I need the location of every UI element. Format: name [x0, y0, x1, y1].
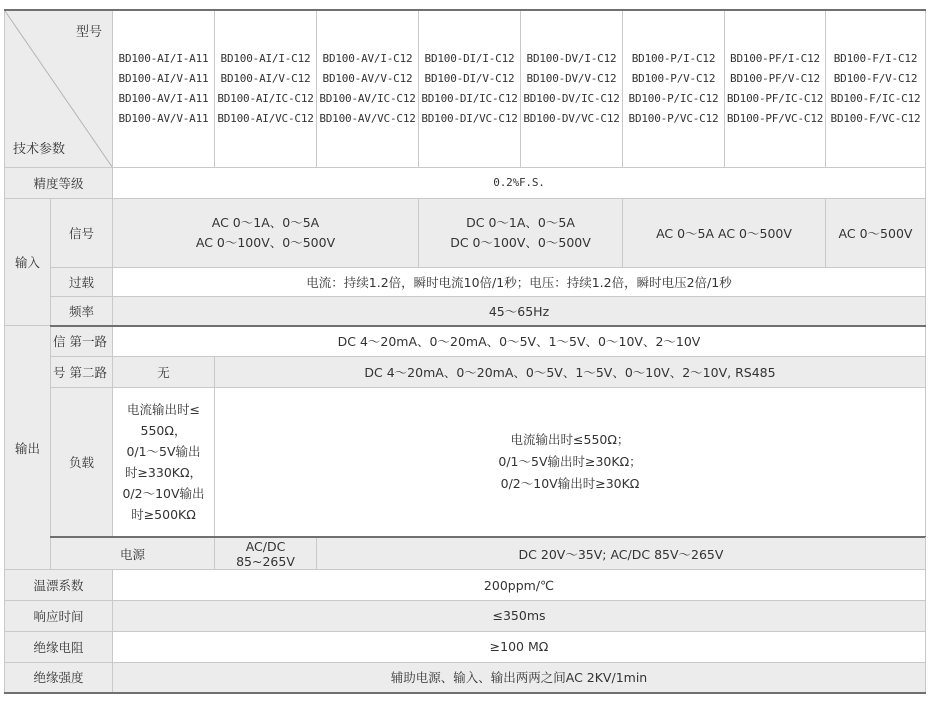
model-group-1: [113, 10, 215, 167]
input-overload-label: 过载: [51, 268, 113, 297]
model-name: BD100-DI/IC-C12: [421, 91, 518, 105]
model-name: BD100-DV/VC-C12: [523, 111, 620, 125]
load-line: 电流输出时≤: [127, 401, 200, 417]
insulation-strength-label: 绝缘强度: [5, 662, 113, 693]
output-ch1-label-text: 第一路: [69, 334, 108, 350]
param-label: 技术参数: [13, 141, 66, 157]
model-name: BD100-PF/V-C12: [730, 71, 820, 85]
load-line: 0/1～5V输出: [126, 443, 201, 459]
input-frequency-value: 45～65Hz: [113, 297, 926, 326]
output-load-label: 负载: [51, 387, 113, 537]
insulation-resistance-row: [5, 631, 926, 662]
spec-table: [4, 9, 926, 694]
model-name: BD100-DV/I-C12: [526, 51, 617, 65]
load-line: 550Ω，: [140, 422, 187, 438]
model-name: BD100-P/I-C12: [631, 51, 716, 65]
model-name: BD100-AI/I-C12: [220, 51, 311, 65]
model-name: BD100-AI/V-C12: [220, 71, 311, 85]
model-name: BD100-AV/VC-C12: [319, 111, 416, 125]
temp-coeff-row: [5, 570, 926, 601]
output-signal-char: 号: [53, 364, 66, 380]
output-ch1-row: [5, 326, 926, 357]
load-line: 0/2～10V输出: [122, 485, 205, 501]
load-line: 时≥330KΩ，: [124, 464, 203, 480]
temp-coeff-label: 温漂系数: [5, 570, 113, 601]
model-name: BD100-AI/VC-C12: [217, 111, 314, 125]
model-name: BD100-DI/VC-C12: [421, 111, 518, 125]
load-line: 时≥500KΩ: [131, 506, 196, 522]
power-label: 电源: [51, 537, 215, 569]
load-line: 0/2～10V输出时≥30KΩ: [500, 475, 640, 491]
model-group-3: [317, 10, 419, 167]
model-group-2: [215, 10, 317, 167]
input-ac-value: [113, 198, 419, 268]
input-dc-line: DC 0～1A、0～5A: [466, 215, 575, 231]
power-value: DC 20V～35V; AC/DC 85V～265V: [317, 537, 926, 569]
model-group-4: [419, 10, 521, 167]
output-load-first-value: [113, 387, 215, 537]
model-group-8: [826, 10, 926, 167]
input-frequency-row: [5, 297, 926, 326]
load-line: 电流输出时≤550Ω；: [510, 431, 630, 447]
model-name: BD100-P/IC-C12: [628, 91, 719, 105]
input-signal-label: 信号: [51, 198, 113, 268]
accuracy-value: 0.2%F.S.: [113, 167, 926, 198]
model-name: BD100-F/V-C12: [833, 71, 918, 85]
output-ch2-value: DC 4～20mA、0～20mA、0～5V、1～5V、0～10V、2～10V, RS485: [215, 356, 926, 387]
model-name: BD100-F/IC-C12: [830, 91, 921, 105]
model-group-5: [521, 10, 623, 167]
output-ch1-label: [51, 326, 113, 357]
output-load-value: [215, 387, 926, 537]
model-name: BD100-AI/IC-C12: [217, 91, 314, 105]
model-name: BD100-P/VC-C12: [628, 111, 719, 125]
model-group-7: [725, 10, 826, 167]
input-frequency-label: 频率: [51, 297, 113, 326]
output-ch2-label: [51, 356, 113, 387]
output-ch2-label-text: 第二路: [69, 364, 108, 380]
insulation-strength-value: 辅助电源、输入、输出两两之间AC 2KV/1min: [113, 662, 926, 693]
temp-coeff-value: 200ppm/℃: [113, 570, 926, 601]
header-row: [5, 10, 926, 167]
input-signal-row: [5, 198, 926, 268]
input-overload-row: [5, 268, 926, 297]
input-ac-line: AC 0～100V、0～500V: [195, 235, 336, 251]
model-name: BD100-DI/V-C12: [424, 71, 515, 85]
model-name: BD100-PF/IC-C12: [726, 91, 824, 105]
input-ac-line: AC 0～1A、0～5A: [211, 215, 320, 231]
power-first-value: AC/DC 85~265V: [215, 537, 317, 569]
accuracy-row: [5, 167, 926, 198]
model-name: BD100-P/V-C12: [631, 71, 716, 85]
model-name: BD100-DI/I-C12: [424, 51, 515, 65]
input-label: 输入: [5, 198, 51, 325]
output-signal-char: 信: [53, 334, 66, 350]
model-name: BD100-AV/V-C12: [322, 71, 413, 85]
input-freq-value: AC 0～500V: [826, 198, 926, 268]
model-group-6: [623, 10, 725, 167]
model-name: BD100-AI/I-A11: [118, 51, 209, 65]
input-dc-line: DC 0～100V、0～500V: [450, 235, 591, 251]
output-ch2-row: [5, 356, 926, 387]
header-diagonal-cell: [5, 10, 113, 167]
input-overload-value: 电流：持续1.2倍，瞬时电流10倍/1秒；电压：持续1.2倍，瞬时电压2倍/1秒: [113, 268, 926, 297]
model-name: BD100-AV/I-C12: [322, 51, 413, 65]
accuracy-label: 精度等级: [5, 167, 113, 198]
output-ch2-first-value: 无: [113, 356, 215, 387]
model-name: BD100-DV/IC-C12: [523, 91, 620, 105]
model-label: 型号: [75, 25, 102, 40]
input-dc-value: [419, 198, 623, 268]
power-row: [5, 537, 926, 569]
model-name: BD100-PF/I-C12: [730, 51, 820, 65]
output-label: 输出: [5, 326, 51, 570]
model-name: BD100-AV/IC-C12: [319, 91, 416, 105]
model-name: BD100-F/VC-C12: [830, 111, 921, 125]
response-value: ≤350ms: [113, 600, 926, 631]
model-name: BD100-AV/V-A11: [118, 111, 209, 125]
response-label: 响应时间: [5, 600, 113, 631]
model-name: BD100-DV/V-C12: [526, 71, 617, 85]
load-line: 0/1～5V输出时≥30KΩ；: [498, 453, 642, 469]
response-row: [5, 600, 926, 631]
insulation-strength-row: [5, 662, 926, 693]
model-name: BD100-F/I-C12: [833, 51, 918, 65]
input-power-value: AC 0～5A AC 0～500V: [623, 198, 826, 268]
insulation-resistance-value: ≥100 MΩ: [113, 631, 926, 662]
insulation-resistance-label: 绝缘电阻: [5, 631, 113, 662]
model-name: BD100-AI/V-A11: [118, 71, 209, 85]
model-name: BD100-PF/VC-C12: [726, 111, 824, 125]
output-ch1-value: DC 4～20mA、0～20mA、0～5V、1～5V、0～10V、2～10V: [113, 326, 926, 357]
output-load-row: [5, 387, 926, 537]
model-name: BD100-AV/I-A11: [118, 91, 209, 105]
